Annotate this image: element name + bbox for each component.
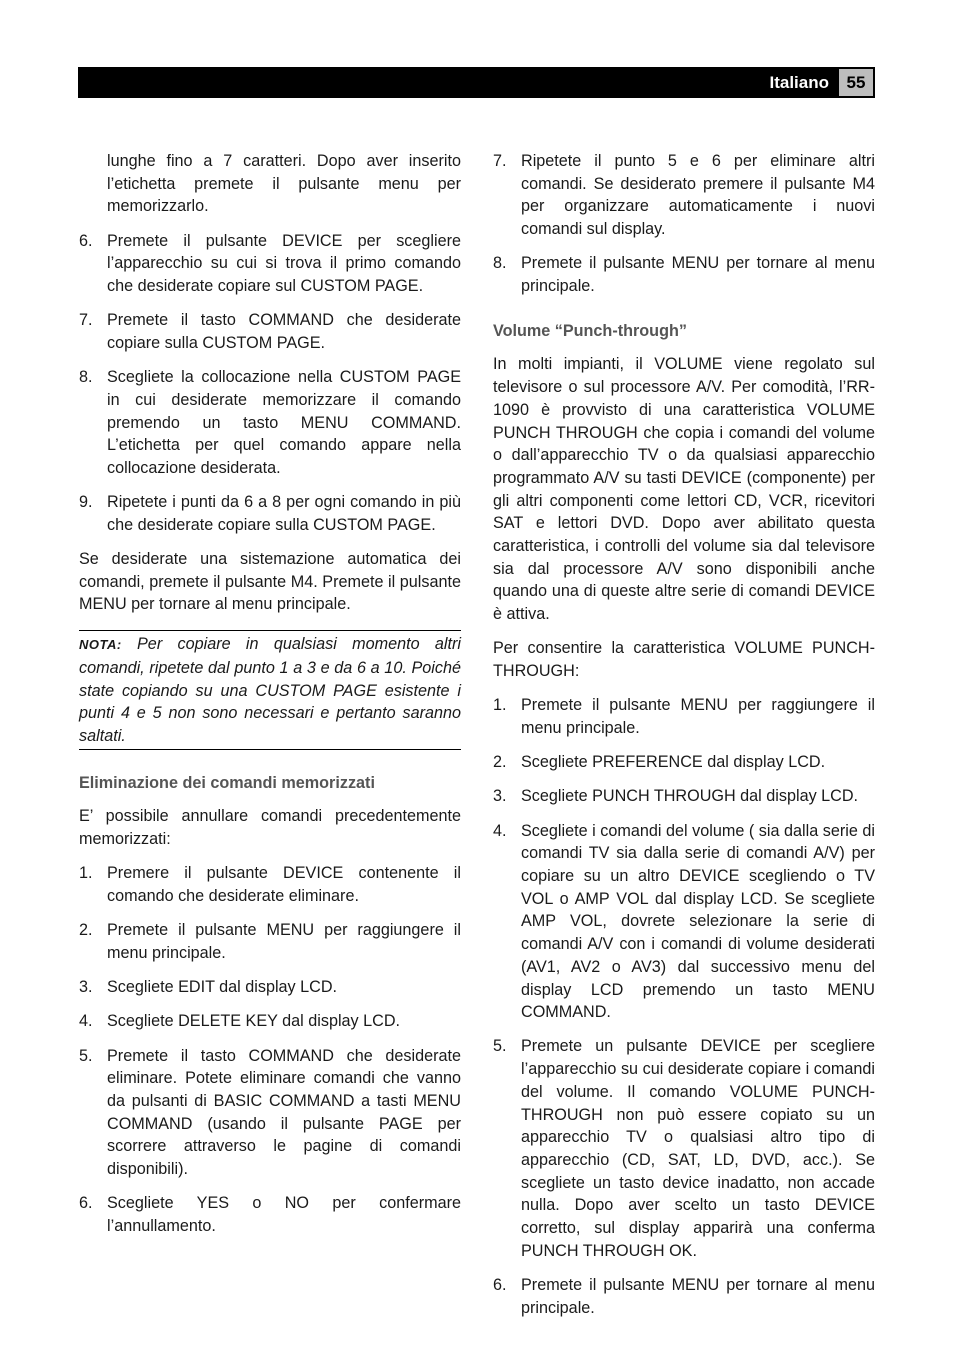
- list-item: [493, 820, 875, 1024]
- list-text: Premete il pulsante MENU per raggiungere il menu principale.: [521, 696, 875, 737]
- list-text: Scegliete PUNCH THROUGH dal display LCD.: [521, 787, 859, 806]
- list-item: [79, 230, 461, 298]
- page-header: [78, 67, 875, 98]
- list-number: 6.: [79, 231, 93, 250]
- list-number: 6.: [79, 1194, 93, 1213]
- list-text: Scegliete i comandi del volume ( sia dalla serie di comandi TV sia dalla serie di comandi A/V) per copiare su un altro DEVICE scegliendo o TV VOL o AMP VOL dal display LCD. Se scegliete AMP VOL, dovrete selezionare la serie di comandi A/V con i comandi di volume desiderati (AV1, AV2 o AV3) dal successivo menu del display LCD premendo un tasto MENU COMMAND.: [521, 821, 875, 1022]
- left-column: [79, 150, 461, 1249]
- list-number: 4.: [493, 821, 507, 840]
- list-item: [493, 1274, 875, 1319]
- list-number: 1.: [493, 696, 507, 715]
- note-label: NOTA:: [79, 637, 122, 653]
- list-text: Premete il tasto COMMAND che desiderate copiare sulla CUSTOM PAGE.: [107, 311, 461, 352]
- list-item: [79, 309, 461, 354]
- note-box: [79, 630, 461, 750]
- list-text: Premete il pulsante MENU per raggiungere il menu principale.: [107, 921, 461, 962]
- page-number: 55: [839, 69, 873, 96]
- list-item: [493, 751, 875, 774]
- list-item: [493, 694, 875, 739]
- list-number: 3.: [493, 787, 507, 806]
- list-text: Scegliete la collocazione nella CUSTOM PAGE in cui desiderate memorizzare il comando premendo un tasto MENU COMMAND. L’etichetta per quel comando appare nella collocazione desiderata.: [107, 368, 461, 477]
- list-number: 3.: [79, 978, 93, 997]
- list-text: Premete il tasto COMMAND che desiderate eliminare. Potete eliminare comandi che vanno da pulsanti di BASIC COMMAND a tasti MENU COMMAND (usando il pulsante PAGE per scorrere attraverso le pagine di comandi disponibili).: [107, 1046, 461, 1179]
- delete-intro: E’ possibile annullare comandi precedentemente memorizzati:: [79, 807, 461, 849]
- list-item: [79, 862, 461, 907]
- list-item: [493, 1035, 875, 1262]
- list-number: 6.: [493, 1275, 507, 1294]
- list-item: [79, 976, 461, 999]
- intro-paragraph: lunghe fino a 7 caratteri. Dopo aver inserito l’etichetta premete il pulsante menu per memorizzarlo.: [107, 152, 461, 216]
- list-number: 2.: [493, 753, 507, 772]
- section-heading-volume: Volume “Punch-through”: [493, 321, 687, 340]
- list-text: Ripetete il punto 5 e 6 per eliminare altri comandi. Se desiderato premere il pulsante M4 per organizzare automaticamente i nuovi comandi sul display.: [521, 152, 875, 239]
- list-item: [79, 1045, 461, 1181]
- auto-arrange-paragraph: Se desiderate una sistemazione automatica dei comandi, premete il pulsante M4. Premete il pulsante MENU per tornare al menu principale.: [79, 550, 461, 614]
- list-text: Scegliete EDIT dal display LCD.: [107, 978, 338, 997]
- list-text: Premete il pulsante DEVICE per scegliere l’apparecchio su cui si trova il primo comando che desiderate copiare sul CUSTOM PAGE.: [107, 231, 461, 296]
- list-text: Scegliete YES o NO per confermare l’annullamento.: [107, 1194, 461, 1235]
- list-number: 4.: [79, 1012, 93, 1031]
- list-item: [79, 491, 461, 536]
- header-language: Italiano: [769, 73, 829, 92]
- list-item: [79, 919, 461, 964]
- list-item: [493, 785, 875, 808]
- list-number: 8.: [79, 368, 93, 387]
- list-text: Premete un pulsante DEVICE per scegliere l’apparecchio su cui desiderate copiare i comandi del volume. Il comando VOLUME PUNCH-THROUGH non può essere copiato su un apparecchio TV o qualsiasi altro tipo di apparecchio (CD, SAT, LD, DVD, acc.). Se scegliete un tasto device inadatto, non accade nulla. Dopo aver scelto un tasto DEVICE corretto, sul display apparirà una conferma PUNCH THROUGH OK.: [521, 1037, 875, 1260]
- list-number: 7.: [79, 311, 93, 330]
- list-number: 5.: [493, 1037, 507, 1056]
- list-text: Ripetete i punti da 6 a 8 per ogni comando in più che desiderate copiare sulla CUSTOM PAGE.: [107, 493, 461, 534]
- list-number: 7.: [493, 152, 507, 170]
- list-item: [79, 366, 461, 480]
- list-item: [493, 252, 875, 297]
- list-item: [79, 1192, 461, 1237]
- list-number: 1.: [79, 864, 93, 883]
- list-text: Scegliete PREFERENCE dal display LCD.: [521, 753, 826, 772]
- enable-paragraph: Per consentire la caratteristica VOLUME PUNCH-THROUGH:: [493, 639, 875, 681]
- list-number: 9.: [79, 493, 93, 512]
- list-text: Scegliete DELETE KEY dal display LCD.: [107, 1012, 401, 1031]
- list-item: [493, 150, 875, 241]
- list-number: 2.: [79, 921, 93, 940]
- list-number: 8.: [493, 254, 507, 273]
- right-column: [493, 150, 875, 1331]
- note-text: Per copiare in qualsiasi momento altri comandi, ripetete dal punto 1 a 3 e da 6 a 10. Poiché state copiando su una CUSTOM PAGE esistente i punti 4 e 5 non sono necessari e pertanto saranno saltati.: [79, 635, 461, 745]
- list-text: Premete il pulsante MENU per tornare al menu principale.: [521, 254, 875, 296]
- list-text: Premere il pulsante DEVICE contenente il comando che desiderate eliminare.: [107, 864, 461, 905]
- section-heading-delete: Eliminazione dei comandi memorizzati: [79, 773, 375, 792]
- list-item: [79, 1010, 461, 1033]
- list-number: 5.: [79, 1046, 93, 1065]
- list-text: Premete il pulsante MENU per tornare al menu principale.: [521, 1275, 875, 1317]
- volume-paragraph: In molti impianti, il VOLUME viene regolato sul televisore o sul processore A/V. Per comodità, l’RR-1090 è provvisto di una caratteristica VOLUME PUNCH THROUGH che copia i comandi del volume o dall’apparecchio TV o da qualsiasi apparecchio programmato A/V su tasti DEVICE (componente) per gli altri componenti come lettori CD, VCR, ricevitori SAT e lettori DVD. Dopo aver abilitato questa caratteristica, i controlli del volume sia dal televisore sia dal processore A/V sono disponibili anche quando una di queste altre serie di comandi DEVICE è attiva.: [493, 355, 875, 624]
